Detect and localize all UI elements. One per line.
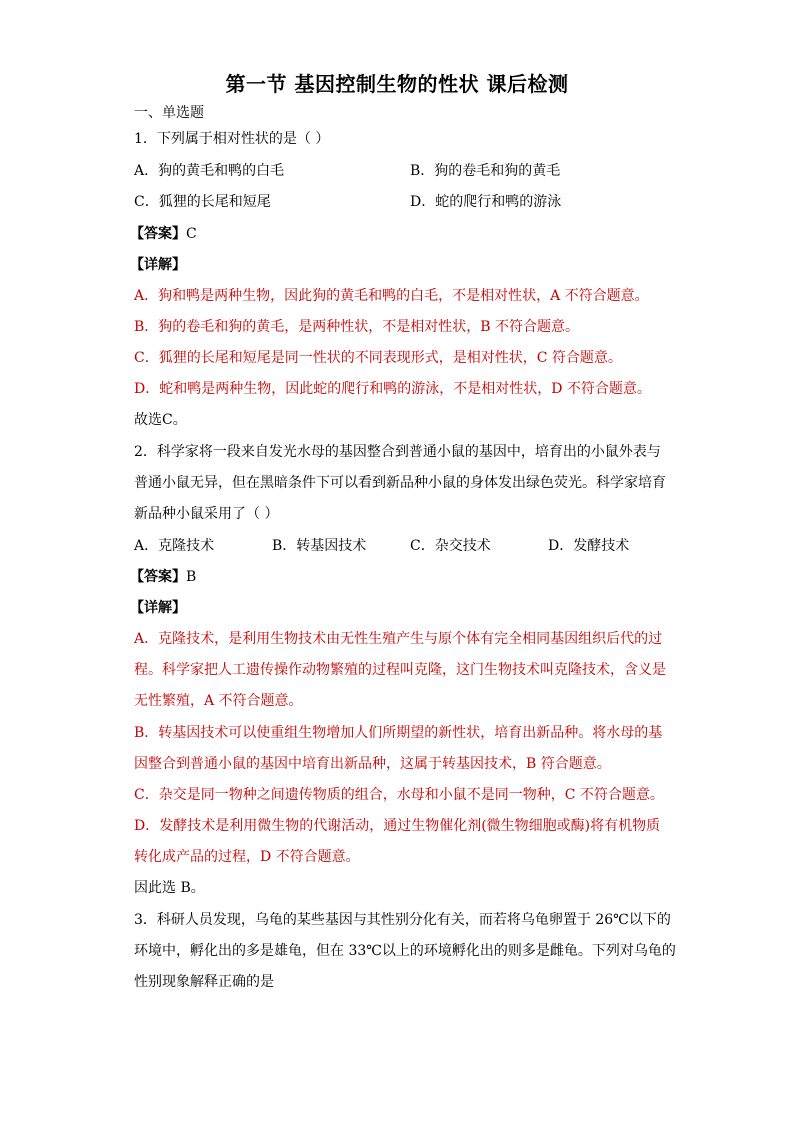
q2-answer <box>130 568 196 586</box>
q1-answer-value: C <box>186 226 197 242</box>
answer-tag: 【答案】 <box>130 226 186 242</box>
q3-stem-line-1: 3．科研人员发现，乌龟的某些基因与其性别分化有关，而若将乌龟卵置于 26℃以下的 <box>134 912 671 928</box>
answer-tag: 【答案】 <box>130 569 186 585</box>
q2-answer-value: B <box>186 569 197 585</box>
q1-detail-tag: 【详解】 <box>130 257 186 273</box>
q2-explanation-line-3: 无性繁殖，A 不符合题意。 <box>134 693 303 709</box>
q1-explanation-b: B．狗的卷毛和狗的黄毛，是两种性状，不是相对性状，B 不符合题意。 <box>134 319 580 335</box>
q2-conclusion: 因此选 B。 <box>134 880 205 896</box>
q2-explanation-line-4: B．转基因技术可以使重组生物增加人们所期望的新性状，培育出新品种。将水母的基 <box>134 725 663 741</box>
q1-option-d: D．蛇的爬行和鸭的游泳 <box>410 194 562 210</box>
q1-option-c: C．狐狸的长尾和短尾 <box>134 194 271 210</box>
q2-stem-line-2: 普通小鼠无异，但在黑暗条件下可以看到新品种小鼠的身体发出绿色荧光。科学家培育 <box>134 475 666 491</box>
q2-stem-line-3: 新品种小鼠采用了（ ） <box>134 506 279 522</box>
q2-option-c: C．杂交技术 <box>410 538 491 554</box>
q3-stem-line-3: 性别现象解释正确的是 <box>134 974 274 990</box>
q2-option-a: A．克隆技术 <box>134 538 215 554</box>
section-header: 一、单选题 <box>134 105 204 121</box>
q2-option-b: B．转基因技术 <box>272 538 367 554</box>
q1-option-a: A．狗的黄毛和鸭的白毛 <box>134 163 285 179</box>
q1-answer <box>130 225 197 243</box>
q2-explanation-line-7: D．发酵技术是利用微生物的代谢活动，通过生物催化剂(微生物细胞或酶)将有机物质 <box>134 818 661 834</box>
q1-stem: 1．下列属于相对性状的是（ ） <box>134 131 330 147</box>
q2-stem-line-1: 2．科学家将一段来自发光水母的基因整合到普通小鼠的基因中，培育出的小鼠外表与 <box>134 444 661 460</box>
q1-explanation-c: C．狐狸的长尾和短尾是同一性状的不同表现形式，是相对性状，C 符合题意。 <box>134 350 622 366</box>
page-title: 第一节 基因控制生物的性状 课后检测 <box>225 72 569 96</box>
q2-explanation-line-8: 转化成产品的过程，D 不符合题意。 <box>134 849 360 865</box>
q1-explanation-d: D．蛇和鸭是两种生物，因此蛇的爬行和鸭的游泳，不是相对性状，D 不符合题意。 <box>134 381 651 397</box>
q2-explanation-line-6: C．杂交是同一物种之间遗传物质的组合，水母和小鼠不是同一物种，C 不符合题意。 <box>134 787 664 803</box>
q1-option-b: B．狗的卷毛和狗的黄毛 <box>410 163 561 179</box>
q2-explanation-line-5: 因整合到普通小鼠的基因中培育出新品种，这属于转基因技术，B 符合题意。 <box>134 756 611 772</box>
q2-explanation-line-1: A．克隆技术，是利用生物技术由无性生殖产生与原个体有完全相同基因组织后代的过 <box>134 631 663 647</box>
q2-detail-tag: 【详解】 <box>130 600 186 616</box>
q1-conclusion: 故选C。 <box>134 412 187 428</box>
q2-option-d: D．发酵技术 <box>548 538 630 554</box>
q1-explanation-a: A．狗和鸭是两种生物，因此狗的黄毛和鸭的白毛，不是相对性状，A 不符合题意。 <box>134 288 649 304</box>
q2-explanation-line-2: 程。科学家把人工遗传操作动物繁殖的过程叫克隆，这门生物技术叫克隆技术，含义是 <box>134 662 666 678</box>
q3-stem-line-2: 环境中，孵化出的多是雄龟，但在 33℃以上的环境孵化出的则多是雌龟。下列对乌龟的 <box>134 943 676 959</box>
